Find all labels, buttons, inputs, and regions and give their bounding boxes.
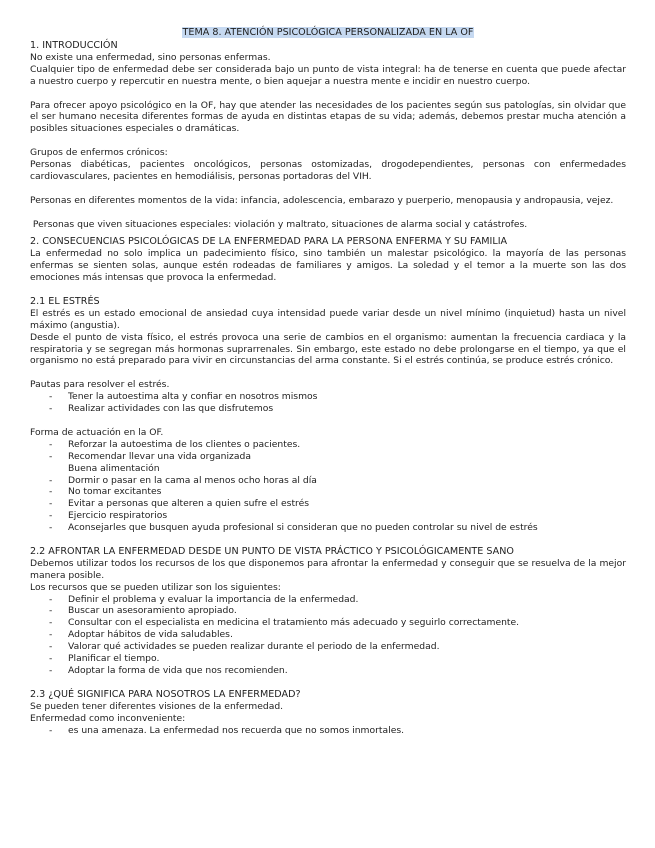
paragraph: Se pueden tener diferentes visiones de la enfermedad. — [30, 700, 284, 712]
paragraph: El estrés es un estado emocional de ansiedad cuya intensidad puede variar desde un nivel mínimo (inquietud) hasta un nivel máximo (angustia). — [30, 307, 626, 331]
document-page — [30, 27, 626, 736]
title-wrap — [30, 27, 626, 40]
paragraph: Debemos utilizar todos los recursos de los que disponemos para afrontar la enfermedad y conseguir que se resuelva de la mejor manera posible. — [30, 557, 626, 581]
list-item: - es una amenaza. La enfermedad nos recuerda que no somos inmortales. — [49, 724, 405, 736]
paragraph: Los recursos que se pueden utilizar son los siguientes: — [30, 581, 281, 593]
heading-afrontar: 2.2 AFRONTAR LA ENFERMEDAD DESDE UN PUNTO DE VISTA PRÁCTICO Y PSICOLÓGICAMENTE SANO — [30, 545, 514, 557]
list-pautas — [30, 391, 626, 415]
list-item: - Recomendar llevar una vida organizada — [49, 450, 251, 462]
paragraph: Forma de actuación en la OF. — [30, 426, 164, 438]
list-item: - Aconsejarles que busquen ayuda profesional si consideran que no pueden controlar su nivel de estrés — [49, 522, 538, 534]
paragraph: Personas diabéticas, pacientes oncológicos, personas ostomizadas, drogodependientes, personas con enfermedades cardiovasculares, pacientes en hemodiálisis, personas portadoras del VIH. — [30, 159, 626, 182]
list-item: - Evitar a personas que alteren a quien sufre el estrés — [49, 498, 310, 510]
paragraph: Para ofrecer apoyo psicológico en la OF, hay que atender las necesidades de los pacientes según sus patologías, sin olvidar que el ser humano necesita diferentes formas de ayuda en distintas etapas de su vida; además, debemos prestar mucha atención a posibles situaciones especiales o dramáticas. — [30, 99, 626, 135]
list-inconveniente — [30, 725, 626, 737]
list-item: - Adoptar la forma de vida que nos recomienden. — [49, 665, 288, 676]
paragraph: Grupos de enfermos crónicos: — [30, 147, 168, 159]
paragraph: Cualquier tipo de enfermedad debe ser considerada bajo un punto de vista integral: ha de tenerse en cuenta que puede afectar a nuestro cuerpo y repercutir en nuestra mente, o bien aquejar a nuestra mente e incidir en nuestro cuerpo. — [30, 63, 626, 87]
paragraph: La enfermedad no solo implica un padecimiento físico, sino también un malestar psicológico. la mayoría de las personas enfermas se sienten solas, aunque estén rodeadas de familiares y amigos. La soledad y el temor a la muerte son las dos emociones más intensas que provoca la enfermedad. — [30, 248, 626, 284]
list-item: - Adoptar hábitos de vida saludables. — [49, 629, 233, 641]
heading-significado: 2.3 ¿QUÉ SIGNIFICA PARA NOSOTROS LA ENFERMEDAD? — [30, 688, 301, 700]
list-forma-actuacion — [30, 439, 626, 534]
list-item: - Planificar el tiempo. — [49, 653, 160, 665]
list-item: - No tomar excitantes — [49, 486, 162, 498]
list-item: - Buscar un asesoramiento apropiado. — [49, 605, 237, 617]
heading-introduccion: 1. INTRODUCCIÓN — [30, 40, 118, 51]
list-item: - Dormir o pasar en la cama al menos ocho horas al día — [49, 474, 317, 486]
list-item: - Tener la autoestima alta y confiar en nosotros mismos — [49, 391, 318, 403]
paragraph: Pautas para resolver el estrés. — [30, 379, 170, 391]
list-item: - Consultar con el especialista en medicina el tratamiento más adecuado y seguirlo correctamente. — [49, 617, 520, 629]
list-item: - Realizar actividades con las que disfrutemos — [49, 403, 274, 415]
paragraph: Enfermedad como inconveniente: — [30, 712, 186, 724]
list-item: - Ejercicio respiratorios — [49, 510, 168, 522]
list-item: - Valorar qué actividades se pueden realizar durante el periodo de la enfermedad. — [49, 641, 440, 653]
list-recursos — [30, 594, 626, 677]
list-item: - Definir el problema y evaluar la importancia de la enfermedad. — [49, 593, 359, 605]
paragraph: Desde el punto de vista físico, el estrés provoca una serie de cambios en el organismo: aumentan la frecuencia cardiaca y la respiratoria y se segregan más hormonas suprarrenales. Sin embargo, este estado no debe prolongarse en el tiempo, ya que el organismo no está preparado para vivir en circunstancias del arma constante. Si el estrés continúa, se produce estrés crónico. — [30, 331, 626, 367]
heading-consecuencias: 2. CONSECUENCIAS PSICOLÓGICAS DE LA ENFERMEDAD PARA LA PERSONA ENFERMA Y SU FAMILIA — [30, 236, 508, 248]
paragraph: Personas que viven situaciones especiales: violación y maltrato, situaciones de alarma social y catástrofes. — [30, 218, 528, 230]
paragraph: Personas en diferentes momentos de la vida: infancia, adolescencia, embarazo y puerperio, menopausia y andropausia, vejez. — [30, 194, 614, 206]
heading-estres: 2.1 EL ESTRÉS — [30, 295, 100, 307]
list-subitem: Buena alimentación — [68, 462, 160, 474]
list-item: - Reforzar la autoestima de los clientes o pacientes. — [49, 438, 301, 450]
document-title: TEMA 8. ATENCIÓN PSICOLÓGICA PERSONALIZADA EN LA OF — [182, 27, 474, 38]
paragraph: No existe una enfermedad, sino personas enfermas. — [30, 51, 271, 63]
